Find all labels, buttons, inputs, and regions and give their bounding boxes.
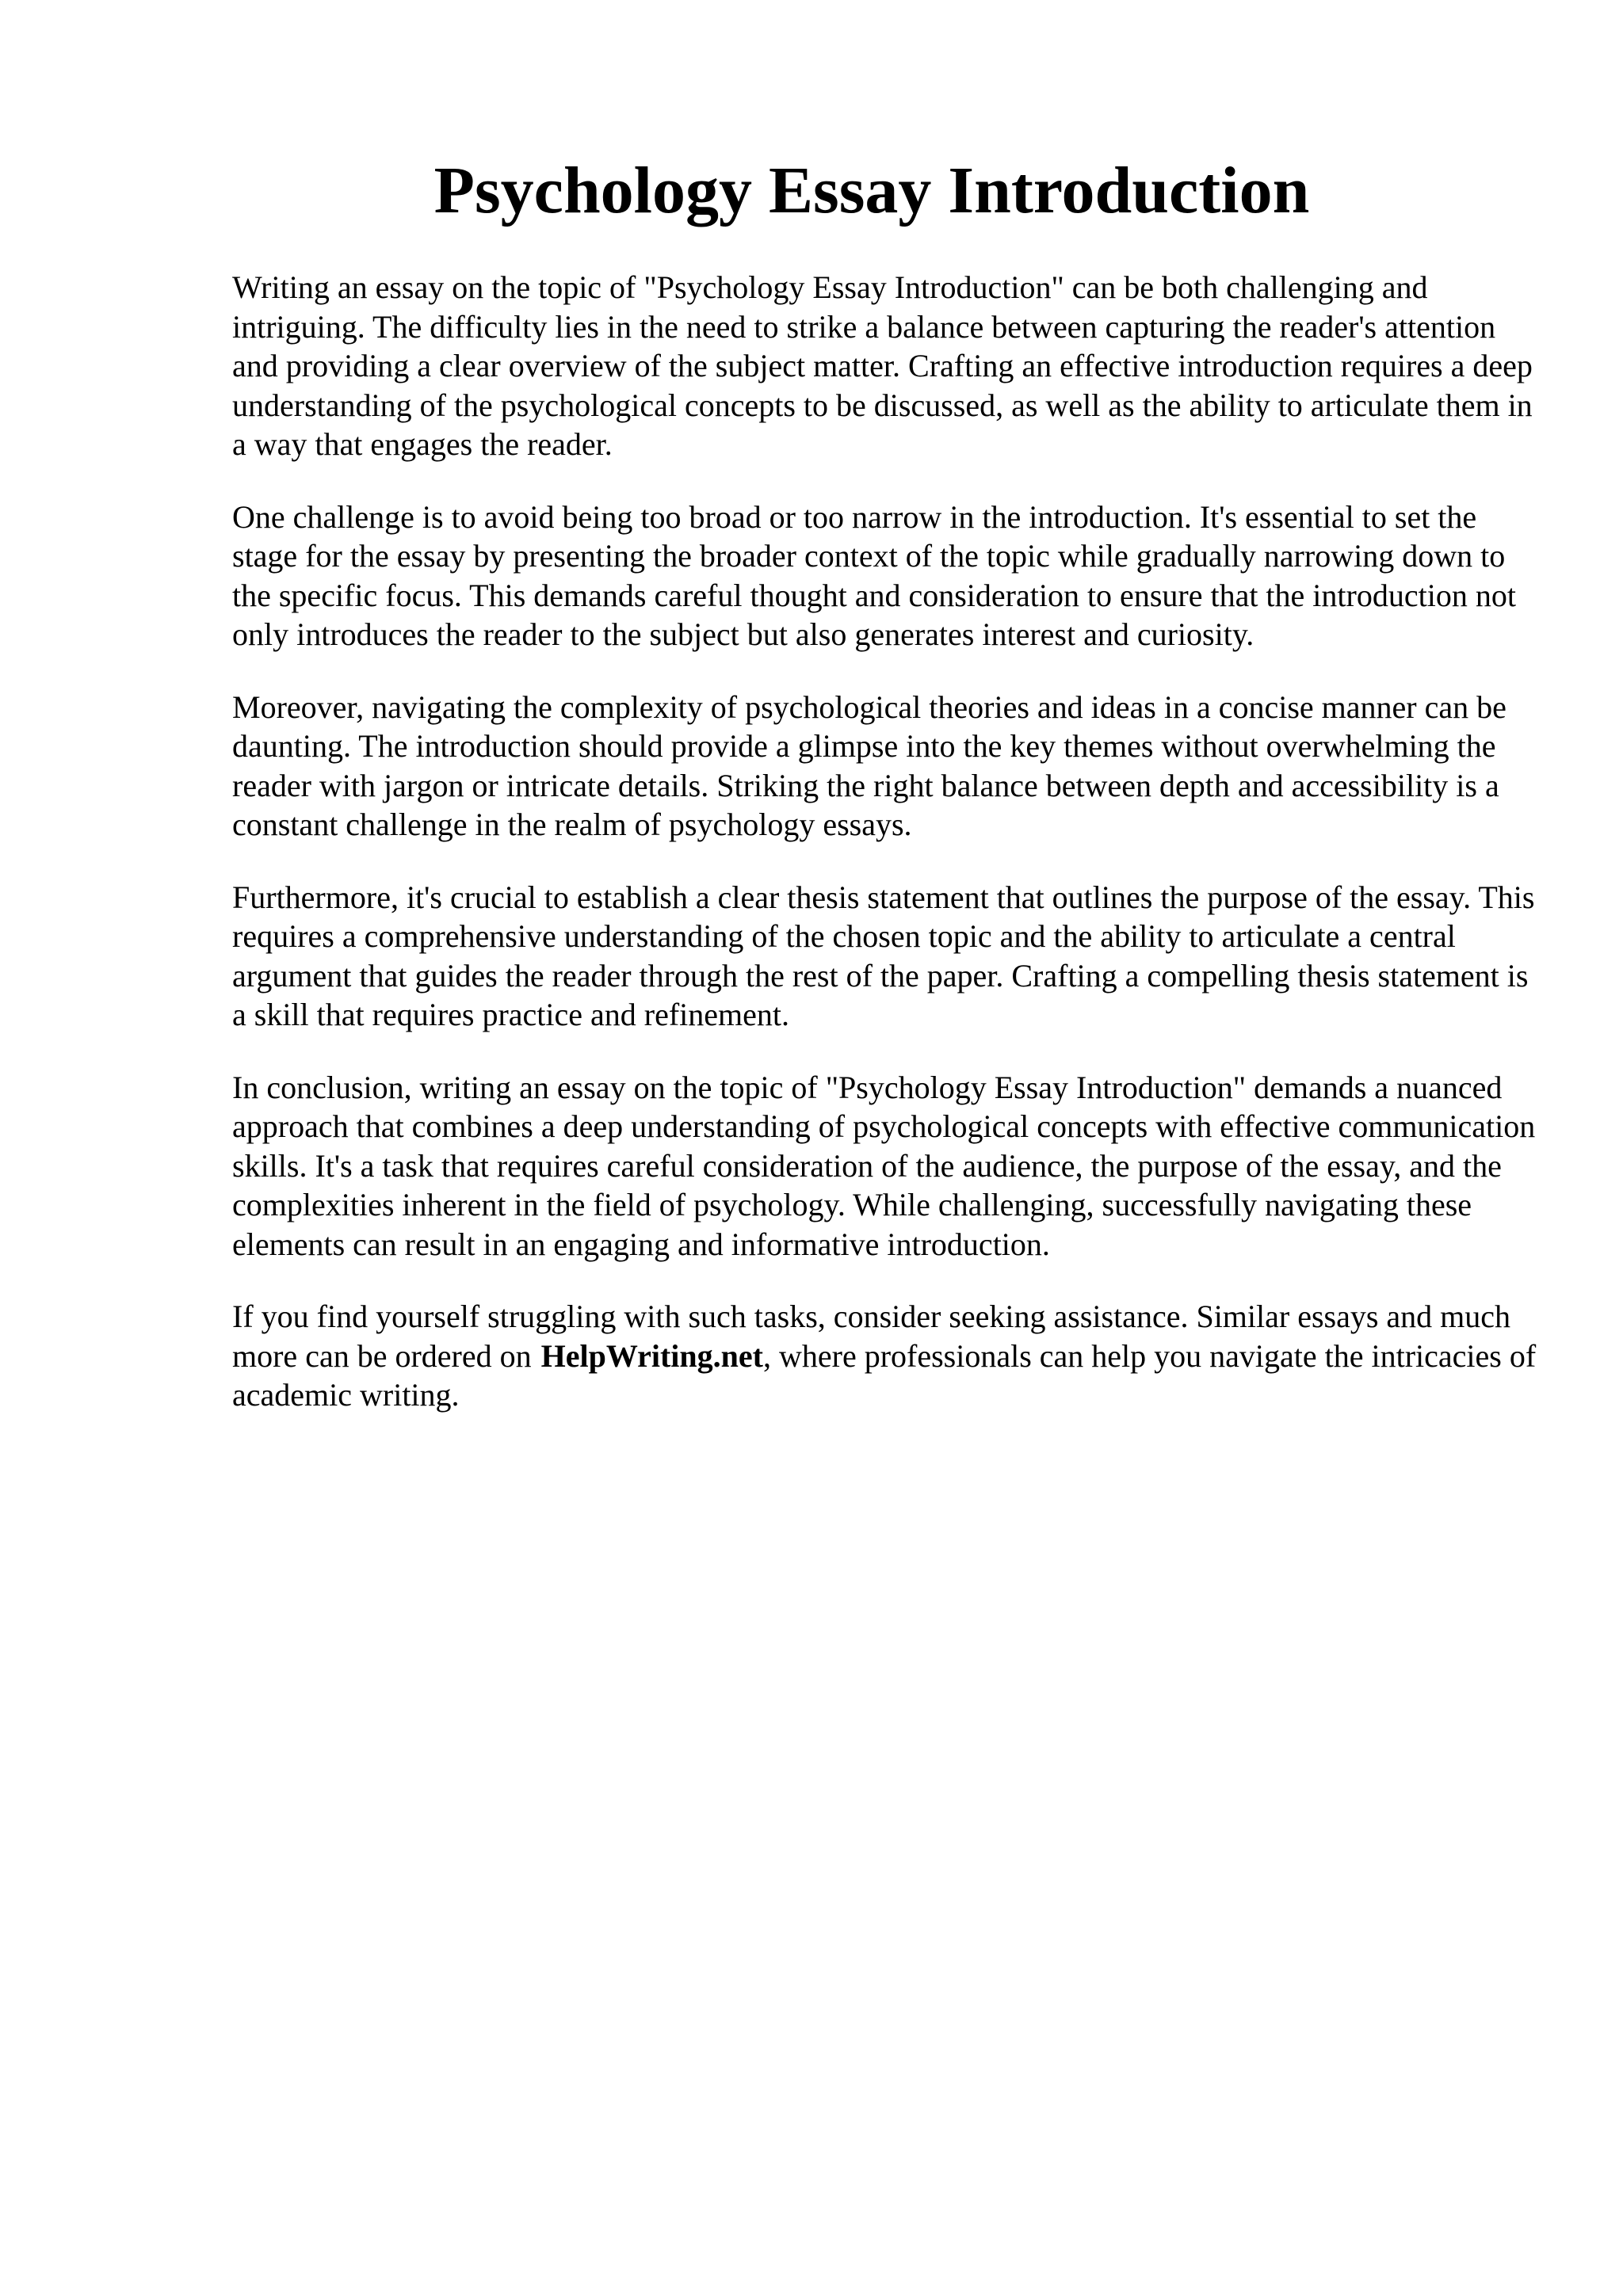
paragraph-1: Writing an essay on the topic of "Psychology Essay Introduction" can be both challenging and intriguing. The difficulty lies in the need to strike a balance between capturing the reader's attention and providing a clear overview of the subject matter. Crafting an effective introduction requires a deep understanding of the psychological concepts to be discussed, as well as the ability to articulate them in a way that engages the reader. — [232, 269, 1533, 462]
closing-text-before-link: If you find yourself struggling with such tasks, consider seeking assistance. Similar essays and much more can be ordered on — [232, 1299, 1511, 1374]
closing-text-after-link: , where professionals can help you navigate the intricacies of academic writing. — [232, 1337, 1537, 1413]
paragraph-2: One challenge is to avoid being too broad or too narrow in the introduction. It's essential to set the stage for the essay by presenting the broader context of the topic while gradually narrowing down to the specific focus. This demands careful thought and consideration to ensure that the introduction not only introduces the reader to the subject but also generates interest and curiosity. — [232, 498, 1516, 652]
closing-paragraph — [232, 1297, 1548, 1415]
document-title: Psychology Essay Introduction — [433, 154, 1310, 227]
paragraph-4: Furthermore, it's crucial to establish a clear thesis statement that outlines the purpose of the essay. This requires a comprehensive understanding of the chosen topic and the ability to articulate a central argument that guides the reader through the rest of the paper. Crafting a compelling thesis statement is a skill that requires practice and refinement. — [232, 879, 1535, 1032]
paragraph-3: Moreover, navigating the complexity of psychological theories and ideas in a concise manner can be daunting. The introduction should provide a glimpse into the key themes without overwhelming the reader with jargon or intricate details. Striking the right balance between depth and accessibility is a constant challenge in the realm of psychology essays. — [232, 688, 1507, 842]
paragraph-5: In conclusion, writing an essay on the topic of "Psychology Essay Introduction" demands a nuanced approach that combines a deep understanding of psychological concepts with effective communication skills. It's a task that requires careful consideration of the audience, the purpose of the essay, and the complexities inherent in the field of psychology. While challenging, successfully navigating these elements can result in an engaging and informative introduction. — [232, 1069, 1536, 1262]
helpwriting-link[interactable]: HelpWriting.net — [540, 1337, 763, 1374]
document-body — [232, 268, 1548, 1448]
